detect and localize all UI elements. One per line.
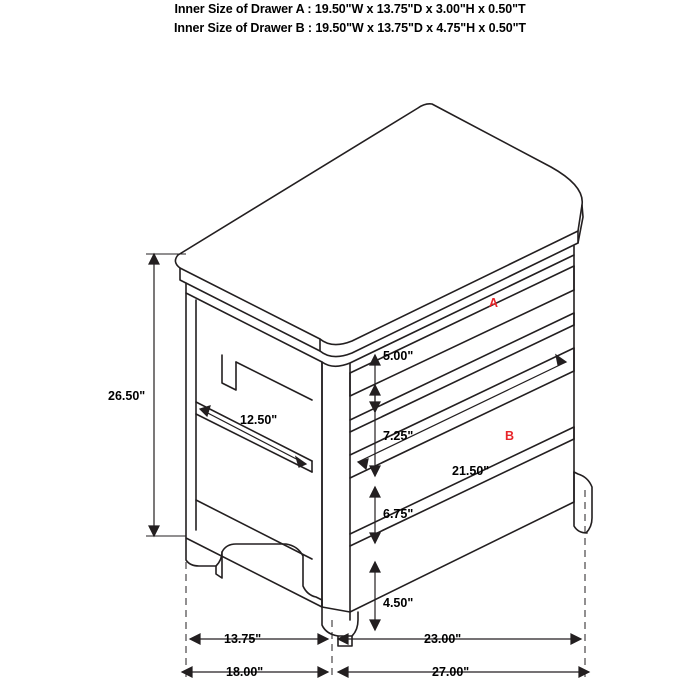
dim-leg-height-arrow-bottom xyxy=(370,620,380,630)
right-foot xyxy=(574,472,592,533)
shelf-upper xyxy=(350,313,574,432)
dim-gap-b-arrow-bottom xyxy=(370,466,380,476)
inner-back-line xyxy=(236,362,312,400)
dim-front-outer-text: 23.00" xyxy=(424,632,462,646)
dim-base-width-text: 27.00" xyxy=(432,665,470,679)
dim-total-height-arrow-top xyxy=(149,254,159,264)
dim-total-height-text: 26.50" xyxy=(108,389,146,403)
dim-leg-height-text: 4.50" xyxy=(383,596,414,610)
dim-shelf-depth-text: 12.50" xyxy=(240,413,278,427)
dim-base-width-arrow-a xyxy=(338,667,348,677)
drawer-a-label: A xyxy=(489,296,499,310)
drawer-a-spec: Inner Size of Drawer A : 19.50"W x 13.75"D x 3.00"H x 0.50"T xyxy=(174,2,526,16)
drawer-b-front xyxy=(350,348,574,478)
apron-top-line xyxy=(186,246,574,366)
dim-front-width-text: 21.50" xyxy=(452,464,490,478)
dim-total-height-arrow-bottom xyxy=(149,526,159,536)
dim-lower-gap-text: 6.75" xyxy=(383,507,414,521)
dim-side-depth-arrow-a xyxy=(190,634,200,644)
shelf-lower xyxy=(350,427,574,546)
dim-leg-height-arrow-top xyxy=(370,562,380,572)
inner-panel-line xyxy=(222,355,236,390)
left-side-panel xyxy=(186,293,322,607)
dim-base-depth-arrow-a xyxy=(182,667,192,677)
drawer-a-front xyxy=(350,266,574,396)
dim-lower-gap-arrow-bottom xyxy=(370,533,380,543)
dim-gap-a-text: 5.00" xyxy=(383,349,414,363)
dim-base-width-arrow-b xyxy=(579,667,589,677)
drawer-b-label: B xyxy=(505,429,515,443)
front-face-center-gap xyxy=(322,362,350,612)
inner-lower-panel xyxy=(196,500,312,559)
dim-front-width-arrow-b xyxy=(556,355,566,365)
dim-front-outer-arrow-b xyxy=(571,634,581,644)
table-top-edge-front xyxy=(180,231,578,357)
left-foot xyxy=(186,538,222,566)
dim-gap-b-text: 7.25" xyxy=(383,429,414,443)
dim-side-depth-text: 13.75" xyxy=(224,632,262,646)
drawer-b-spec: Inner Size of Drawer B : 19.50"W x 13.75"D x 4.75"H x 0.50"T xyxy=(174,21,526,35)
dim-shelf-depth-arrow-a xyxy=(200,406,210,416)
dim-base-depth-text: 18.00" xyxy=(226,665,264,679)
dim-front-width-arrow-a xyxy=(358,459,368,469)
dim-side-depth-arrow-b xyxy=(318,634,328,644)
dim-lower-gap-arrow-top xyxy=(370,487,380,497)
left-foot-curve xyxy=(222,544,322,607)
dim-base-depth-arrow-b xyxy=(318,667,328,677)
